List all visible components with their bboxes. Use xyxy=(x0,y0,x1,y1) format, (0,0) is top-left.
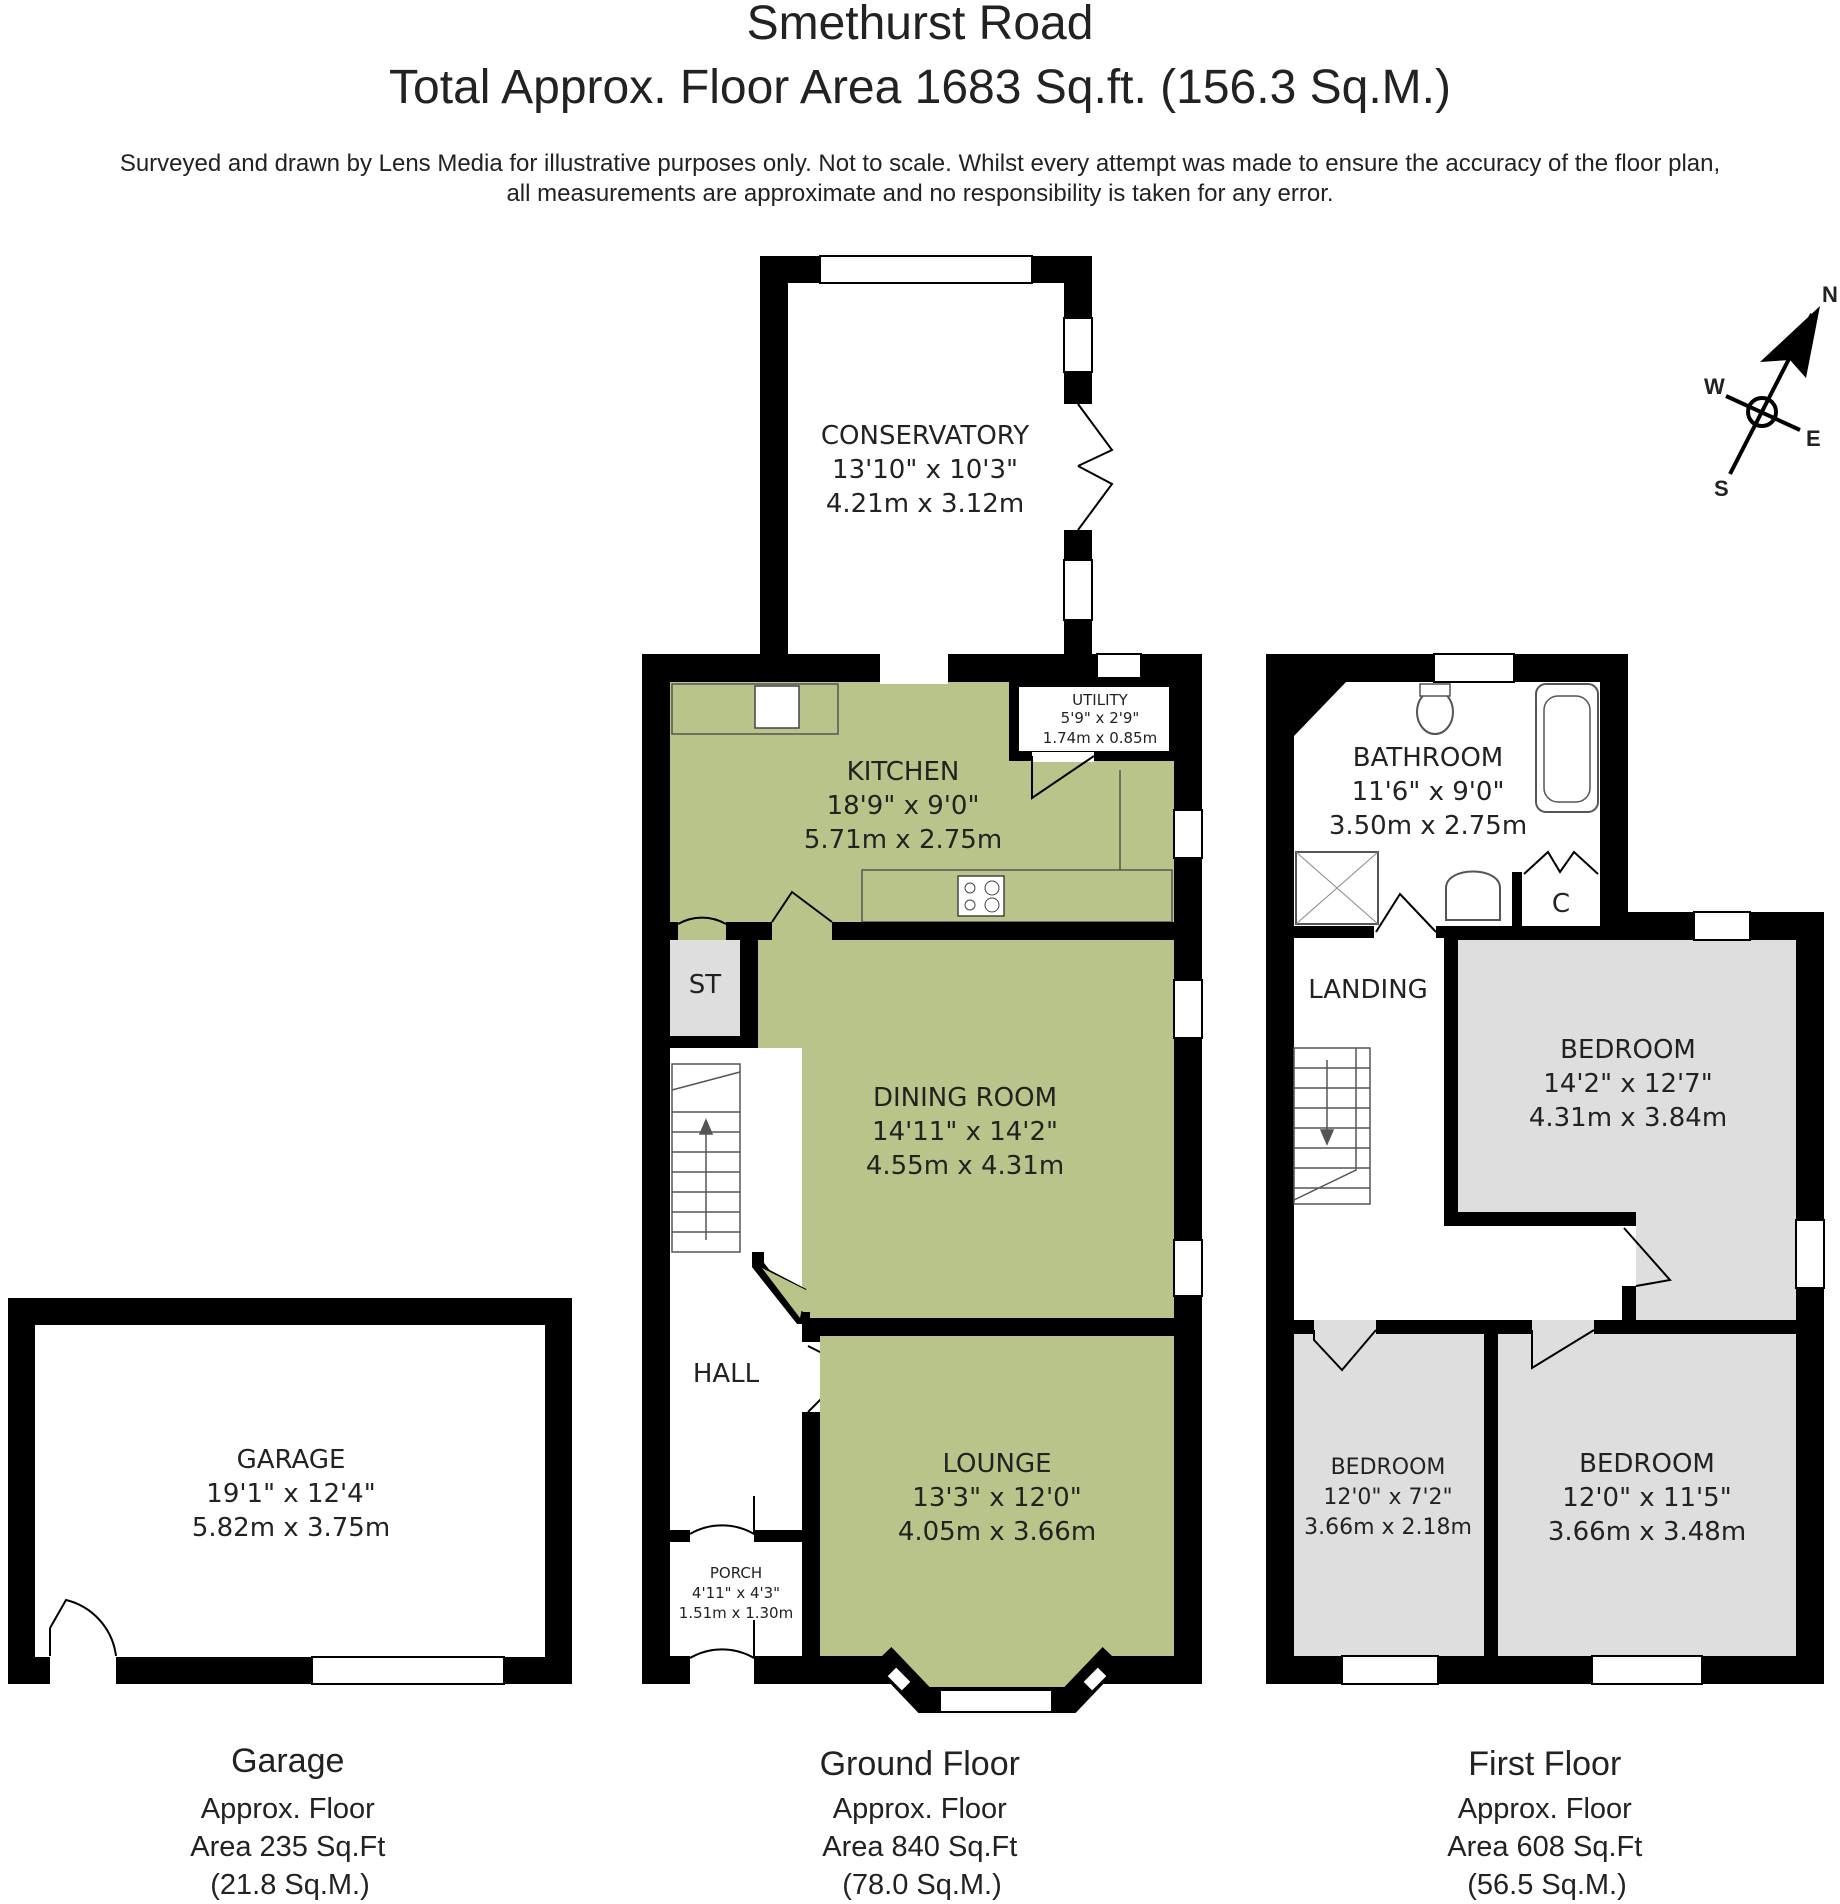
compass-s: S xyxy=(1714,476,1729,501)
bedroom-3-label: BEDROOM 12'0" x 11'5" 3.66m x 3.48m xyxy=(1547,1449,1747,1547)
window-icon xyxy=(1434,654,1514,682)
lounge-label: LOUNGE 13'3" x 12'0" 4.05m x 3.66m xyxy=(897,1449,1097,1547)
compass-w: W xyxy=(1704,374,1725,399)
first-floor-plan xyxy=(1266,654,1824,1684)
window-icon xyxy=(1694,912,1750,940)
compass-n: N xyxy=(1822,282,1838,307)
ground-floor-caption: Ground Floor Approx. Floor Area 840 Sq.Ft (78.0 Sq.M.) xyxy=(819,1745,1020,1901)
landing-label: LANDING xyxy=(1308,975,1428,1005)
plan-title: Smethurst Road xyxy=(746,0,1094,50)
window-icon xyxy=(1796,1220,1824,1288)
window-icon xyxy=(1592,1656,1702,1684)
porch-label: PORCH 4'11" x 4'3" 1.51m x 1.30m xyxy=(678,1564,794,1622)
utility-label: UTILITY 5'9" x 2'9" 1.74m x 0.85m xyxy=(1042,691,1158,747)
window-icon xyxy=(1174,1240,1202,1296)
garage-main-door-icon xyxy=(312,1657,504,1684)
garage-floor-caption: Garage Approx. Floor Area 235 Sq.Ft (21.8 Sq.M.) xyxy=(190,1742,386,1901)
ground-floor-plan xyxy=(642,256,1202,1712)
c-label: C xyxy=(1551,889,1571,919)
sink-icon xyxy=(755,686,799,728)
garage-label: GARAGE 19'1" x 12'4" 5.82m x 3.75m xyxy=(191,1445,391,1543)
total-area: Total Approx. Floor Area 1683 Sq.ft. (156.3 Sq.M.) xyxy=(389,61,1451,114)
bay-window-icon xyxy=(940,1690,1052,1712)
compass-rose-icon xyxy=(1704,282,1838,501)
window-icon xyxy=(1064,560,1092,620)
window-icon xyxy=(1342,1656,1438,1684)
disclaimer-line-2: all measurements are approximate and no responsibility is taken for any error. xyxy=(506,180,1334,207)
compass-e: E xyxy=(1806,426,1821,451)
window-icon xyxy=(1174,980,1202,1038)
window-icon xyxy=(1064,318,1092,372)
disclaimer-line-1: Surveyed and drawn by Lens Media for illustrative purposes only. Not to scale. Whilst every attempt was made to ensure the accuracy of the floor plan, xyxy=(119,150,1721,177)
conservatory-label: CONSERVATORY 13'10" x 10'3" 4.21m x 3.12m xyxy=(820,421,1030,519)
window-icon xyxy=(820,256,1032,283)
hall-label: HALL xyxy=(692,1359,760,1389)
basin-icon xyxy=(1446,872,1500,921)
bedroom-1-label: BEDROOM 14'2" x 12'7" 4.31m x 3.84m xyxy=(1528,1035,1728,1133)
window-icon xyxy=(1174,810,1202,858)
dining-label: DINING ROOM 14'11" x 14'2" 4.55m x 4.31m xyxy=(865,1083,1065,1181)
bedroom-2-label: BEDROOM 12'0" x 7'2" 3.66m x 2.18m xyxy=(1304,1455,1472,1540)
garage-plan xyxy=(8,1298,572,1687)
bathroom-label: BATHROOM 11'6" x 9'0" 3.50m x 2.75m xyxy=(1328,743,1528,841)
st-label: ST xyxy=(688,970,722,1000)
first-floor-caption: First Floor Approx. Floor Area 608 Sq.Ft (56.5 Sq.M.) xyxy=(1447,1745,1643,1901)
kitchen-label: KITCHEN 18'9" x 9'0" 5.71m x 2.75m xyxy=(803,757,1003,855)
